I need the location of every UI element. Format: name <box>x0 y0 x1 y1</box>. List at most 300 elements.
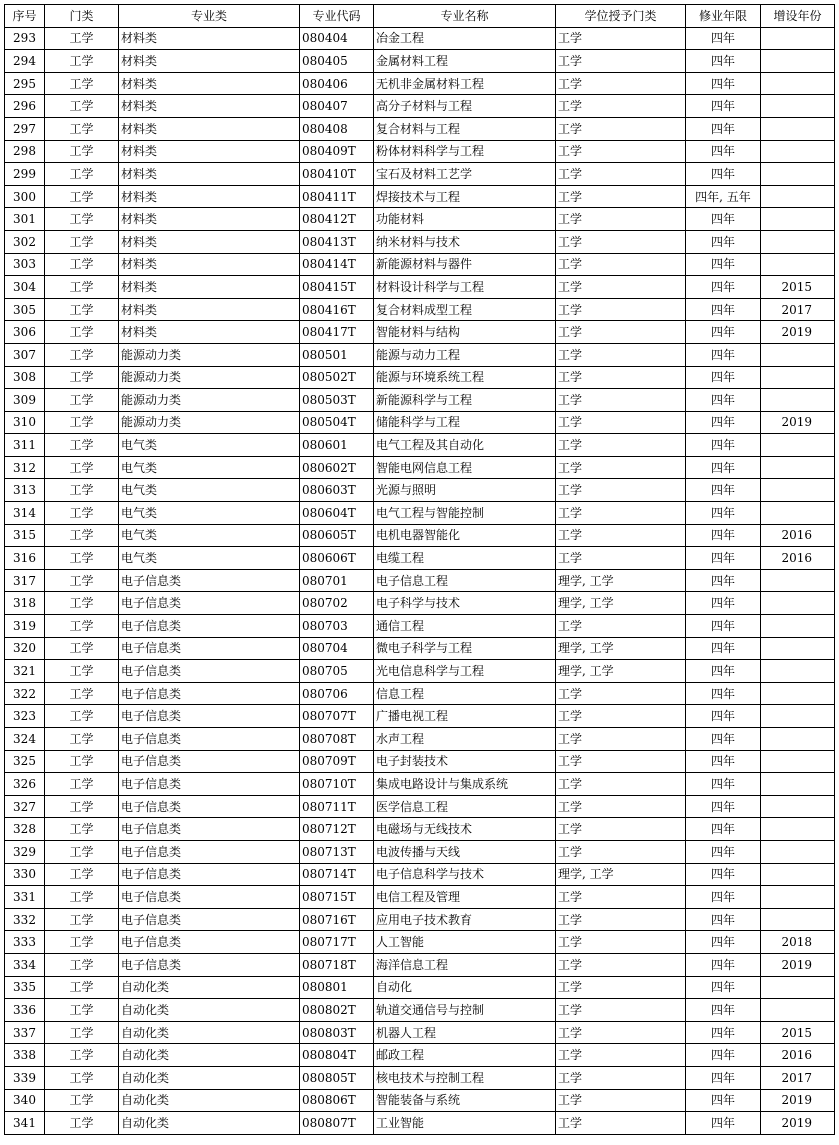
table-row <box>5 660 835 683</box>
cell-major-class: 自动化类 <box>119 1066 300 1089</box>
cell-major-class: 材料类 <box>119 276 300 299</box>
cell-duration: 四年 <box>686 276 761 299</box>
cell-major-code: 080717T <box>300 931 374 954</box>
cell-major-code: 080502T <box>300 366 374 389</box>
cell-major-class: 电子信息类 <box>119 818 300 841</box>
cell-major-class: 材料类 <box>119 185 300 208</box>
cell-major-code: 080602T <box>300 456 374 479</box>
cell-degree-category: 工学 <box>556 434 686 457</box>
cell-major-name: 新能源科学与工程 <box>374 389 556 412</box>
cell-major-class: 能源动力类 <box>119 411 300 434</box>
cell-major-class: 材料类 <box>119 298 300 321</box>
cell-category: 工学 <box>45 479 119 502</box>
cell-category: 工学 <box>45 253 119 276</box>
cell-degree-category: 工学 <box>556 705 686 728</box>
cell-major-class: 自动化类 <box>119 999 300 1022</box>
cell-major-class: 电气类 <box>119 434 300 457</box>
cell-major-class: 电气类 <box>119 502 300 525</box>
cell-major-class: 电子信息类 <box>119 592 300 615</box>
cell-category: 工学 <box>45 411 119 434</box>
table-row <box>5 637 835 660</box>
cell-major-class: 电子信息类 <box>119 773 300 796</box>
cell-duration: 四年 <box>686 502 761 525</box>
cell-duration: 四年 <box>686 208 761 231</box>
cell-index: 334 <box>5 953 45 976</box>
cell-major-code: 080806T <box>300 1089 374 1112</box>
cell-degree-category: 工学 <box>556 1089 686 1112</box>
cell-degree-category: 理学, 工学 <box>556 637 686 660</box>
cell-duration: 四年 <box>686 773 761 796</box>
cell-major-name: 电子信息工程 <box>374 569 556 592</box>
cell-degree-category: 工学 <box>556 795 686 818</box>
cell-major-name: 无机非金属材料工程 <box>374 72 556 95</box>
table-row <box>5 1112 835 1135</box>
cell-category: 工学 <box>45 389 119 412</box>
cell-year-added <box>761 840 835 863</box>
cell-category: 工学 <box>45 298 119 321</box>
cell-index: 322 <box>5 682 45 705</box>
cell-major-class: 能源动力类 <box>119 343 300 366</box>
cell-major-class: 自动化类 <box>119 1044 300 1067</box>
cell-category: 工学 <box>45 140 119 163</box>
cell-index: 318 <box>5 592 45 615</box>
cell-index: 325 <box>5 750 45 773</box>
cell-degree-category: 工学 <box>556 411 686 434</box>
cell-index: 323 <box>5 705 45 728</box>
cell-year-added: 2019 <box>761 953 835 976</box>
cell-year-added <box>761 479 835 502</box>
cell-index: 324 <box>5 728 45 751</box>
cell-duration: 四年 <box>686 931 761 954</box>
table-row <box>5 208 835 231</box>
table-row <box>5 479 835 502</box>
table-row <box>5 276 835 299</box>
cell-degree-category: 工学 <box>556 140 686 163</box>
header-category: 门类 <box>45 5 119 28</box>
cell-index: 339 <box>5 1066 45 1089</box>
cell-category: 工学 <box>45 276 119 299</box>
cell-index: 308 <box>5 366 45 389</box>
cell-index: 312 <box>5 456 45 479</box>
cell-duration: 四年 <box>686 750 761 773</box>
cell-major-code: 080501 <box>300 343 374 366</box>
cell-major-class: 材料类 <box>119 27 300 50</box>
cell-category: 工学 <box>45 931 119 954</box>
table-row <box>5 50 835 73</box>
cell-major-code: 080604T <box>300 502 374 525</box>
cell-index: 303 <box>5 253 45 276</box>
cell-major-class: 电子信息类 <box>119 615 300 638</box>
cell-major-code: 080407 <box>300 95 374 118</box>
cell-year-added <box>761 117 835 140</box>
cell-category: 工学 <box>45 434 119 457</box>
cell-major-code: 080701 <box>300 569 374 592</box>
table-row <box>5 389 835 412</box>
cell-degree-category: 工学 <box>556 321 686 344</box>
cell-major-code: 080703 <box>300 615 374 638</box>
cell-major-code: 080807T <box>300 1112 374 1135</box>
cell-major-code: 080801 <box>300 976 374 999</box>
cell-major-class: 能源动力类 <box>119 389 300 412</box>
cell-major-code: 080606T <box>300 547 374 570</box>
cell-category: 工学 <box>45 615 119 638</box>
cell-year-added <box>761 253 835 276</box>
cell-major-class: 电子信息类 <box>119 908 300 931</box>
cell-major-class: 自动化类 <box>119 1112 300 1135</box>
cell-major-class: 材料类 <box>119 117 300 140</box>
table-row <box>5 72 835 95</box>
cell-duration: 四年 <box>686 27 761 50</box>
cell-category: 工学 <box>45 592 119 615</box>
cell-major-name: 粉体材料科学与工程 <box>374 140 556 163</box>
header-index: 序号 <box>5 5 45 28</box>
cell-duration: 四年 <box>686 140 761 163</box>
cell-year-added: 2016 <box>761 547 835 570</box>
table-row <box>5 140 835 163</box>
cell-major-class: 电气类 <box>119 479 300 502</box>
cell-major-name: 机器人工程 <box>374 1021 556 1044</box>
table-row <box>5 230 835 253</box>
header-major-class: 专业类 <box>119 5 300 28</box>
cell-year-added: 2019 <box>761 1112 835 1135</box>
cell-degree-category: 工学 <box>556 208 686 231</box>
cell-degree-category: 工学 <box>556 1044 686 1067</box>
cell-year-added: 2015 <box>761 276 835 299</box>
cell-major-class: 电气类 <box>119 547 300 570</box>
cell-year-added <box>761 27 835 50</box>
cell-index: 297 <box>5 117 45 140</box>
cell-duration: 四年 <box>686 705 761 728</box>
cell-major-name: 微电子科学与工程 <box>374 637 556 660</box>
cell-duration: 四年 <box>686 1066 761 1089</box>
table-row <box>5 456 835 479</box>
cell-major-name: 电子科学与技术 <box>374 592 556 615</box>
header-degree-category: 学位授予门类 <box>556 5 686 28</box>
cell-index: 321 <box>5 660 45 683</box>
cell-major-class: 自动化类 <box>119 976 300 999</box>
cell-major-code: 080409T <box>300 140 374 163</box>
cell-degree-category: 工学 <box>556 682 686 705</box>
cell-duration: 四年 <box>686 953 761 976</box>
cell-major-code: 080715T <box>300 886 374 909</box>
cell-category: 工学 <box>45 50 119 73</box>
cell-index: 341 <box>5 1112 45 1135</box>
table-row <box>5 728 835 751</box>
table-row <box>5 592 835 615</box>
table-row <box>5 840 835 863</box>
cell-major-code: 080408 <box>300 117 374 140</box>
cell-major-code: 080718T <box>300 953 374 976</box>
cell-year-added <box>761 140 835 163</box>
cell-major-name: 冶金工程 <box>374 27 556 50</box>
cell-major-code: 080802T <box>300 999 374 1022</box>
cell-major-class: 电子信息类 <box>119 728 300 751</box>
cell-duration: 四年 <box>686 456 761 479</box>
cell-major-class: 电子信息类 <box>119 886 300 909</box>
cell-year-added <box>761 569 835 592</box>
cell-index: 296 <box>5 95 45 118</box>
table-body <box>5 27 835 1134</box>
cell-degree-category: 工学 <box>556 456 686 479</box>
cell-major-name: 邮政工程 <box>374 1044 556 1067</box>
cell-index: 306 <box>5 321 45 344</box>
table-row <box>5 908 835 931</box>
cell-duration: 四年 <box>686 976 761 999</box>
cell-category: 工学 <box>45 230 119 253</box>
cell-index: 317 <box>5 569 45 592</box>
cell-year-added <box>761 908 835 931</box>
cell-year-added: 2019 <box>761 1089 835 1112</box>
cell-category: 工学 <box>45 95 119 118</box>
cell-index: 319 <box>5 615 45 638</box>
cell-category: 工学 <box>45 886 119 909</box>
cell-major-name: 新能源材料与器件 <box>374 253 556 276</box>
cell-major-class: 电子信息类 <box>119 682 300 705</box>
cell-major-name: 通信工程 <box>374 615 556 638</box>
cell-year-added <box>761 434 835 457</box>
cell-category: 工学 <box>45 366 119 389</box>
cell-index: 335 <box>5 976 45 999</box>
cell-major-code: 080417T <box>300 321 374 344</box>
table-row <box>5 886 835 909</box>
cell-major-class: 电子信息类 <box>119 795 300 818</box>
cell-category: 工学 <box>45 27 119 50</box>
cell-duration: 四年 <box>686 660 761 683</box>
cell-major-class: 材料类 <box>119 140 300 163</box>
cell-major-class: 电子信息类 <box>119 750 300 773</box>
table-row <box>5 434 835 457</box>
table-row <box>5 185 835 208</box>
cell-duration: 四年 <box>686 411 761 434</box>
cell-major-class: 材料类 <box>119 163 300 186</box>
cell-duration: 四年 <box>686 569 761 592</box>
cell-category: 工学 <box>45 908 119 931</box>
table-row <box>5 524 835 547</box>
cell-degree-category: 工学 <box>556 1021 686 1044</box>
cell-major-code: 080416T <box>300 298 374 321</box>
cell-degree-category: 工学 <box>556 728 686 751</box>
table-row <box>5 863 835 886</box>
cell-major-class: 能源动力类 <box>119 366 300 389</box>
cell-major-code: 080702 <box>300 592 374 615</box>
cell-degree-category: 工学 <box>556 547 686 570</box>
cell-year-added <box>761 773 835 796</box>
cell-duration: 四年 <box>686 682 761 705</box>
cell-major-name: 广播电视工程 <box>374 705 556 728</box>
table-row <box>5 343 835 366</box>
cell-year-added: 2017 <box>761 1066 835 1089</box>
cell-major-name: 电磁场与无线技术 <box>374 818 556 841</box>
cell-major-code: 080410T <box>300 163 374 186</box>
cell-major-code: 080414T <box>300 253 374 276</box>
cell-index: 300 <box>5 185 45 208</box>
cell-degree-category: 工学 <box>556 230 686 253</box>
cell-major-class: 自动化类 <box>119 1021 300 1044</box>
cell-duration: 四年 <box>686 999 761 1022</box>
cell-major-name: 自动化 <box>374 976 556 999</box>
cell-index: 340 <box>5 1089 45 1112</box>
cell-major-name: 核电技术与控制工程 <box>374 1066 556 1089</box>
cell-major-name: 材料设计科学与工程 <box>374 276 556 299</box>
cell-major-name: 能源与动力工程 <box>374 343 556 366</box>
cell-degree-category: 工学 <box>556 908 686 931</box>
cell-major-name: 集成电路设计与集成系统 <box>374 773 556 796</box>
cell-major-name: 电气工程与智能控制 <box>374 502 556 525</box>
cell-major-class: 电子信息类 <box>119 569 300 592</box>
cell-major-code: 080803T <box>300 1021 374 1044</box>
cell-degree-category: 工学 <box>556 50 686 73</box>
cell-degree-category: 工学 <box>556 366 686 389</box>
header-major-code: 专业代码 <box>300 5 374 28</box>
cell-duration: 四年 <box>686 298 761 321</box>
cell-category: 工学 <box>45 773 119 796</box>
header-duration: 修业年限 <box>686 5 761 28</box>
cell-major-name: 工业智能 <box>374 1112 556 1135</box>
cell-index: 299 <box>5 163 45 186</box>
cell-index: 336 <box>5 999 45 1022</box>
cell-index: 304 <box>5 276 45 299</box>
cell-category: 工学 <box>45 72 119 95</box>
table-row <box>5 795 835 818</box>
cell-category: 工学 <box>45 569 119 592</box>
cell-major-name: 轨道交通信号与控制 <box>374 999 556 1022</box>
table-row <box>5 1044 835 1067</box>
cell-year-added <box>761 795 835 818</box>
cell-major-code: 080406 <box>300 72 374 95</box>
cell-index: 301 <box>5 208 45 231</box>
cell-degree-category: 工学 <box>556 953 686 976</box>
cell-degree-category: 理学, 工学 <box>556 569 686 592</box>
cell-degree-category: 工学 <box>556 253 686 276</box>
cell-duration: 四年 <box>686 886 761 909</box>
table-row <box>5 411 835 434</box>
cell-year-added: 2019 <box>761 411 835 434</box>
cell-major-name: 智能装备与系统 <box>374 1089 556 1112</box>
cell-major-code: 080713T <box>300 840 374 863</box>
cell-year-added <box>761 50 835 73</box>
cell-degree-category: 理学, 工学 <box>556 592 686 615</box>
cell-major-class: 电气类 <box>119 524 300 547</box>
cell-degree-category: 工学 <box>556 502 686 525</box>
cell-category: 工学 <box>45 728 119 751</box>
cell-index: 309 <box>5 389 45 412</box>
cell-index: 327 <box>5 795 45 818</box>
cell-index: 333 <box>5 931 45 954</box>
cell-degree-category: 工学 <box>556 750 686 773</box>
cell-category: 工学 <box>45 1066 119 1089</box>
cell-major-code: 080710T <box>300 773 374 796</box>
cell-degree-category: 工学 <box>556 95 686 118</box>
cell-degree-category: 工学 <box>556 72 686 95</box>
cell-major-code: 080415T <box>300 276 374 299</box>
cell-year-added: 2017 <box>761 298 835 321</box>
cell-index: 332 <box>5 908 45 931</box>
cell-major-name: 电子信息科学与技术 <box>374 863 556 886</box>
cell-major-code: 080706 <box>300 682 374 705</box>
cell-degree-category: 工学 <box>556 840 686 863</box>
cell-major-code: 080504T <box>300 411 374 434</box>
majors-table <box>4 4 835 1135</box>
cell-duration: 四年 <box>686 524 761 547</box>
cell-category: 工学 <box>45 953 119 976</box>
cell-major-code: 080503T <box>300 389 374 412</box>
cell-major-name: 光源与照明 <box>374 479 556 502</box>
cell-year-added <box>761 660 835 683</box>
cell-year-added <box>761 163 835 186</box>
table-row <box>5 976 835 999</box>
cell-duration: 四年 <box>686 840 761 863</box>
table-row <box>5 502 835 525</box>
cell-major-name: 金属材料工程 <box>374 50 556 73</box>
cell-major-code: 080411T <box>300 185 374 208</box>
cell-category: 工学 <box>45 208 119 231</box>
cell-major-name: 电信工程及管理 <box>374 886 556 909</box>
cell-category: 工学 <box>45 818 119 841</box>
cell-degree-category: 工学 <box>556 976 686 999</box>
cell-degree-category: 工学 <box>556 1112 686 1135</box>
cell-duration: 四年 <box>686 1112 761 1135</box>
cell-duration: 四年 <box>686 908 761 931</box>
cell-year-added <box>761 637 835 660</box>
cell-category: 工学 <box>45 840 119 863</box>
cell-category: 工学 <box>45 705 119 728</box>
cell-major-name: 宝石及材料工艺学 <box>374 163 556 186</box>
cell-major-class: 电子信息类 <box>119 953 300 976</box>
cell-index: 305 <box>5 298 45 321</box>
cell-degree-category: 工学 <box>556 931 686 954</box>
cell-category: 工学 <box>45 343 119 366</box>
cell-degree-category: 工学 <box>556 886 686 909</box>
cell-major-code: 080413T <box>300 230 374 253</box>
cell-major-name: 纳米材料与技术 <box>374 230 556 253</box>
cell-index: 337 <box>5 1021 45 1044</box>
cell-index: 314 <box>5 502 45 525</box>
cell-major-name: 电气工程及其自动化 <box>374 434 556 457</box>
table-row <box>5 999 835 1022</box>
cell-duration: 四年 <box>686 1089 761 1112</box>
cell-major-code: 080804T <box>300 1044 374 1067</box>
cell-degree-category: 工学 <box>556 615 686 638</box>
cell-degree-category: 工学 <box>556 298 686 321</box>
cell-duration: 四年 <box>686 50 761 73</box>
cell-duration: 四年 <box>686 389 761 412</box>
cell-major-code: 080708T <box>300 728 374 751</box>
cell-major-code: 080709T <box>300 750 374 773</box>
cell-year-added <box>761 208 835 231</box>
cell-index: 311 <box>5 434 45 457</box>
cell-duration: 四年 <box>686 321 761 344</box>
cell-major-name: 高分子材料与工程 <box>374 95 556 118</box>
cell-major-code: 080712T <box>300 818 374 841</box>
table-row <box>5 27 835 50</box>
cell-duration: 四年 <box>686 615 761 638</box>
cell-category: 工学 <box>45 1021 119 1044</box>
cell-major-class: 材料类 <box>119 50 300 73</box>
cell-major-code: 080714T <box>300 863 374 886</box>
cell-duration: 四年 <box>686 72 761 95</box>
cell-index: 329 <box>5 840 45 863</box>
cell-degree-category: 工学 <box>556 773 686 796</box>
cell-degree-category: 工学 <box>556 999 686 1022</box>
cell-major-name: 人工智能 <box>374 931 556 954</box>
cell-index: 316 <box>5 547 45 570</box>
cell-major-name: 焊接技术与工程 <box>374 185 556 208</box>
cell-degree-category: 工学 <box>556 27 686 50</box>
cell-major-name: 功能材料 <box>374 208 556 231</box>
cell-duration: 四年 <box>686 818 761 841</box>
cell-index: 326 <box>5 773 45 796</box>
cell-major-class: 自动化类 <box>119 1089 300 1112</box>
